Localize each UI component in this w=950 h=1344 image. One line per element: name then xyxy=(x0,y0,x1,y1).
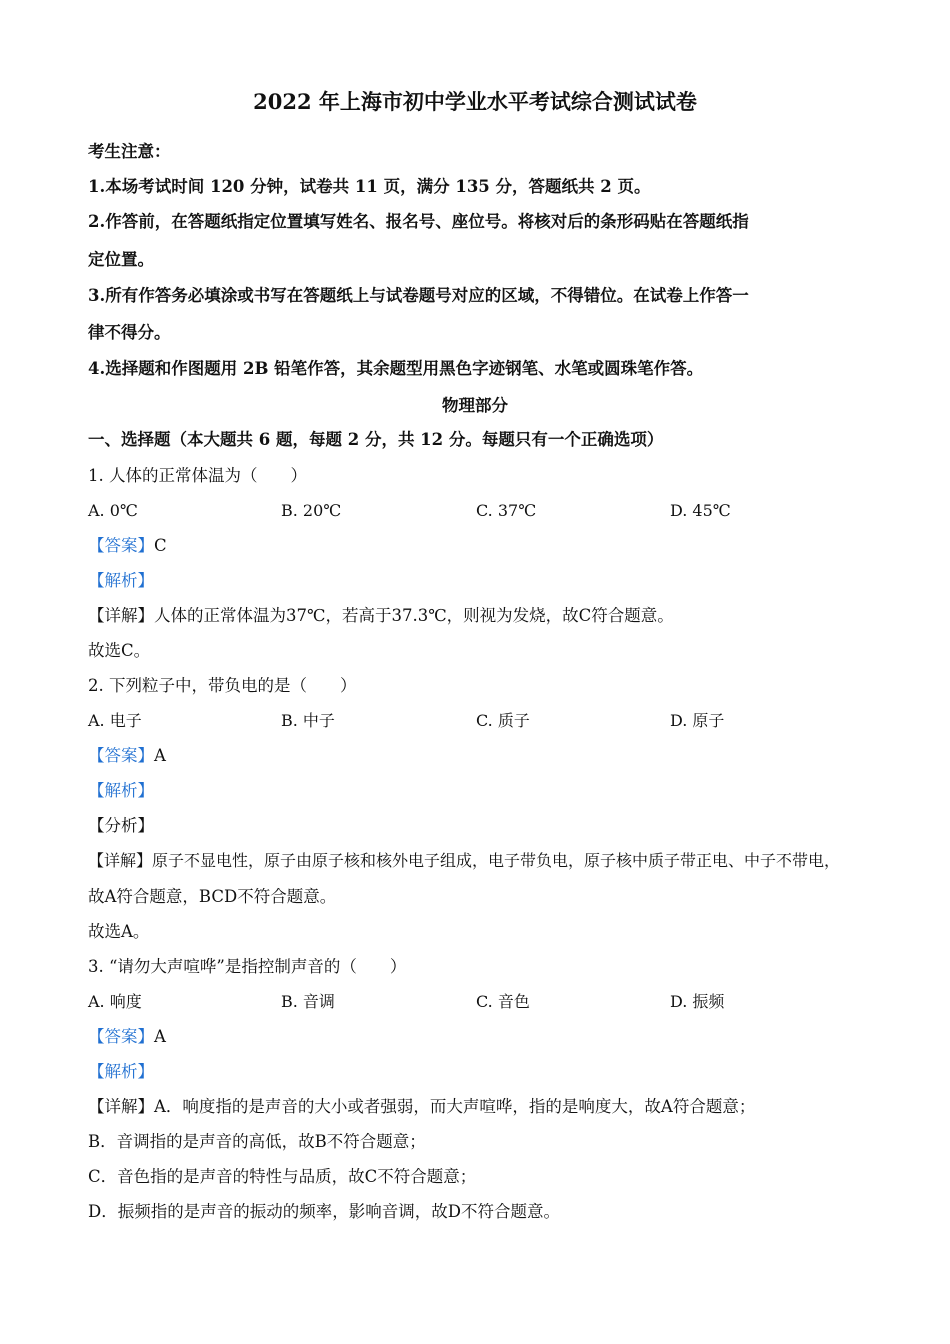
detail-text: A．响度指的是声音的大小或者强弱，而大声喧哗，指的是响度大，故A符合题意； xyxy=(154,1097,756,1116)
question-1-conclusion: 故选C。 xyxy=(88,641,151,660)
question-1-option-c: C. 37℃ xyxy=(476,501,537,520)
answer-value: A xyxy=(154,746,166,765)
question-3-stem: 3. “请勿大声喧哗”是指控制声音的（ ） xyxy=(88,957,407,976)
answer-label: 【答案】 xyxy=(88,536,154,555)
question-3-detail-d: D．振频指的是声音的振动的频率，影响音调，故D不符合题意。 xyxy=(88,1202,560,1221)
question-3-detail-b: B．音调指的是声音的高低，故B不符合题意； xyxy=(88,1132,426,1151)
answer-value: A xyxy=(154,1027,166,1046)
detail-text: 人体的正常体温为37℃，若高于37.3℃，则视为发烧，故C符合题意。 xyxy=(154,606,674,625)
question-2-answer xyxy=(88,744,166,768)
question-2-conclusion: 故选A。 xyxy=(88,922,150,941)
question-2-fenxi-label: 【分析】 xyxy=(88,816,154,835)
question-3-answer xyxy=(88,1025,166,1049)
question-1-option-a: A. 0℃ xyxy=(88,501,138,520)
question-1-option-d: D. 45℃ xyxy=(670,501,731,520)
question-3-option-a: A. 响度 xyxy=(88,992,142,1011)
question-2-stem: 2. 下列粒子中，带负电的是（ ） xyxy=(88,676,357,695)
notice-item-4: 4.选择题和作图题用 2B 铅笔作答，其余题型用黑色字迹钢笔、水笔或圆珠笔作答。 xyxy=(88,359,704,378)
detail-label: 【详解】 xyxy=(88,851,153,870)
question-1-option-b: B. 20℃ xyxy=(281,501,342,520)
question-3-detail xyxy=(88,1095,755,1119)
question-1-stem: 1. 人体的正常体温为（ ） xyxy=(88,466,307,485)
detail-text: 原子不显电性，原子由原子核和核外电子组成，电子带负电，原子核中质子带正电、中子不带电， xyxy=(152,851,841,870)
question-3-option-c: C. 音色 xyxy=(476,992,530,1011)
page-title: 2022 年上海市初中学业水平考试综合测试试卷 xyxy=(253,89,697,114)
notice-item-3-cont: 律不得分。 xyxy=(88,323,171,342)
detail-label: 【详解】 xyxy=(88,606,154,625)
notice-item-2-cont: 定位置。 xyxy=(88,250,154,269)
question-1-detail xyxy=(88,604,674,628)
notice-item-1: 1.本场考试时间 120 分钟，试卷共 11 页，满分 135 分，答题纸共 2 页。 xyxy=(88,177,651,196)
answer-label: 【答案】 xyxy=(88,746,154,765)
question-2-detail xyxy=(88,849,840,873)
notice-item-3: 3.所有作答务必填涂或书写在答题纸上与试卷题号对应的区域，不得错位。在试卷上作答一 xyxy=(88,286,749,305)
question-3-option-b: B. 音调 xyxy=(281,992,335,1011)
question-3-detail-c: C．音色指的是声音的特性与品质，故C不符合题意； xyxy=(88,1167,477,1186)
question-2-analysis-label: 【解析】 xyxy=(88,781,154,800)
detail-label: 【详解】 xyxy=(88,1097,154,1116)
question-1-analysis-label: 【解析】 xyxy=(88,571,154,590)
question-1-answer xyxy=(88,534,167,558)
question-3-analysis-label: 【解析】 xyxy=(88,1062,154,1081)
question-2-option-a: A. 电子 xyxy=(88,711,142,730)
notice-item-2: 2.作答前，在答题纸指定位置填写姓名、报名号、座位号。将核对后的条形码贴在答题纸指 xyxy=(88,212,749,231)
answer-label: 【答案】 xyxy=(88,1027,154,1046)
question-2-option-c: C. 质子 xyxy=(476,711,530,730)
answer-value: C xyxy=(154,536,167,555)
notice-heading: 考生注意： xyxy=(88,142,171,161)
section-heading: 一、选择题（本大题共 6 题，每题 2 分，共 12 分。每题只有一个正确选项） xyxy=(88,430,664,449)
question-2-detail-cont: 故A符合题意，BCD不符合题意。 xyxy=(88,887,337,906)
question-2-option-b: B. 中子 xyxy=(281,711,335,730)
question-2-option-d: D. 原子 xyxy=(670,711,725,730)
question-3-option-d: D. 振频 xyxy=(670,992,725,1011)
section-part-title: 物理部分 xyxy=(442,396,508,415)
